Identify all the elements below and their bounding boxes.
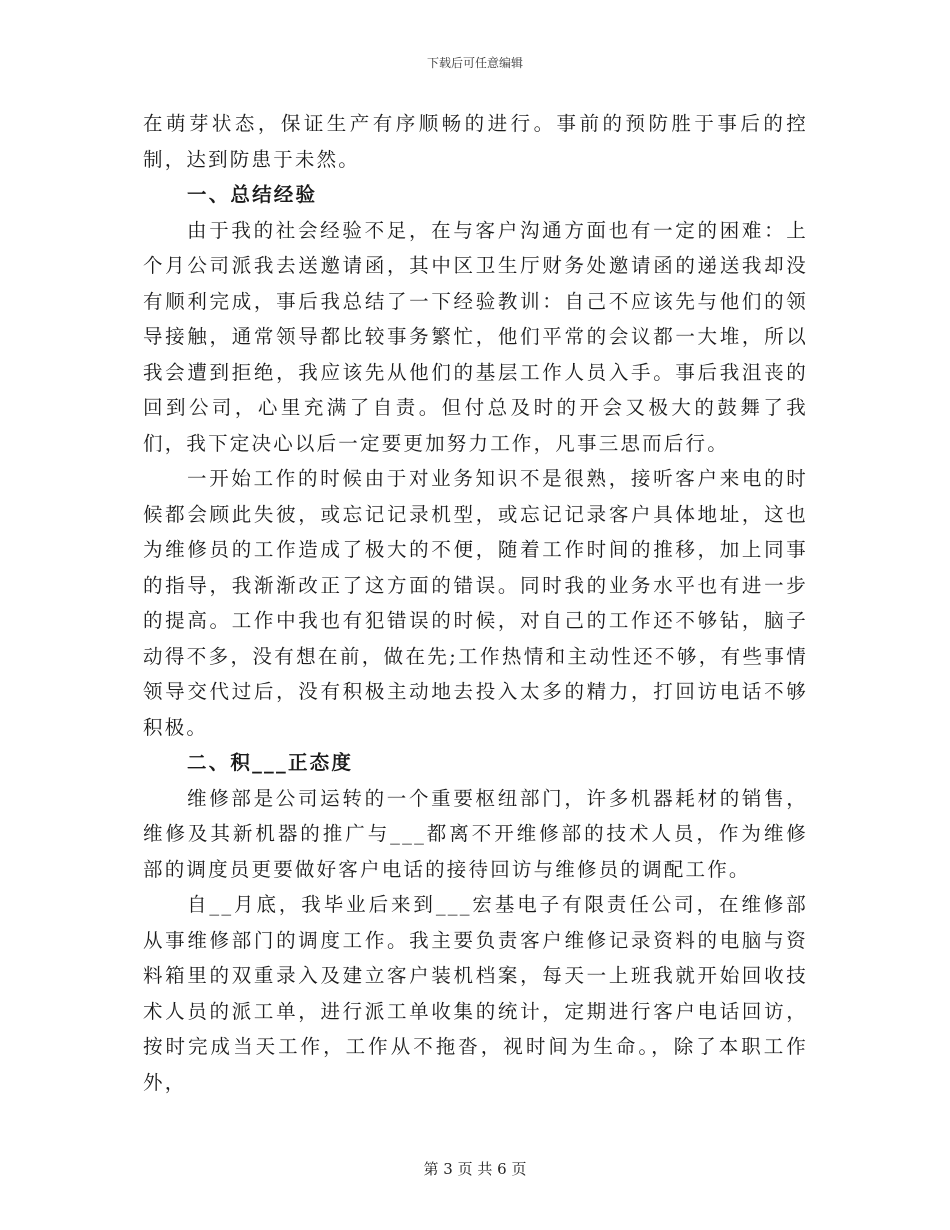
paragraph-duties: 自__月底，我毕业后来到___宏基电子有限责任公司，在维修部从事维修部门的调度工作。我主要负责客户维修记录资料的电脑与资料箱里的双重录入及建立客户装机档案，每天一上班我就开始回收技术人员的派工单，进行派工单收集的统计，定期进行客户电话回访，按时完成当天工作，工作从不拖沓，视时间为生命。，除了本职工作外， (143, 893, 808, 1094)
paragraph-continuation: 在萌芽状态，保证生产有序顺畅的进行。事前的预防胜于事后的控制，达到防患于未然。 (143, 112, 808, 171)
paragraph-experience: 由于我的社会经验不足，在与客户沟通方面也有一定的困难：上个月公司派我去送邀请函，其中区卫生厅财务处邀请函的递送我却没有顺利完成，事后我总结了一下经验教训：自己不应该先与他们的领导接触，通常领导都比较事务繁忙，他们平常的会议都一大堆，所以我会遭到拒绝，我应该先从他们的基层工作人员入手。事后我沮丧的回到公司，心里充满了自责。但付总及时的开会又极大的鼓舞了我们，我下定决心以后一定要更加努力工作，凡事三思而后行。 (143, 218, 808, 455)
section-heading-attitude: 二、积___正态度 (187, 751, 354, 774)
page-header: 下载后可任意编辑 (426, 56, 523, 70)
page-footer: 第 3 页 共 6 页 (423, 1160, 527, 1178)
section-heading-summary: 一、总结经验 (187, 183, 318, 206)
document-body (143, 106, 808, 1100)
paragraph-early-work: 一开始工作的时候由于对业务知识不是很熟，接听客户来电的时候都会顾此失彼，或忘记记录机型，或忘记记录客户具体地址，这也为维修员的工作造成了极大的不便，随着工作时间的推移，加上同事的指导，我渐渐改正了这方面的错误。同时我的业务水平也有进一步的提高。工作中我也有犯错误的时候，对自己的工作还不够钻，脑子动得不多，没有想在前，做在先;工作热情和主动性还不够，有些事情领导交代过后，没有积极主动地去投入太多的精力，打回访电话不够积极。 (143, 467, 808, 739)
paragraph-repair-dept: 维修部是公司运转的一个重要枢纽部门，许多机器耗材的销售，维修及其新机器的推广与___都离不开维修部的技术人员，作为维修部的调度员更要做好客户电话的接待回访与维修员的调配工作。 (143, 786, 808, 881)
